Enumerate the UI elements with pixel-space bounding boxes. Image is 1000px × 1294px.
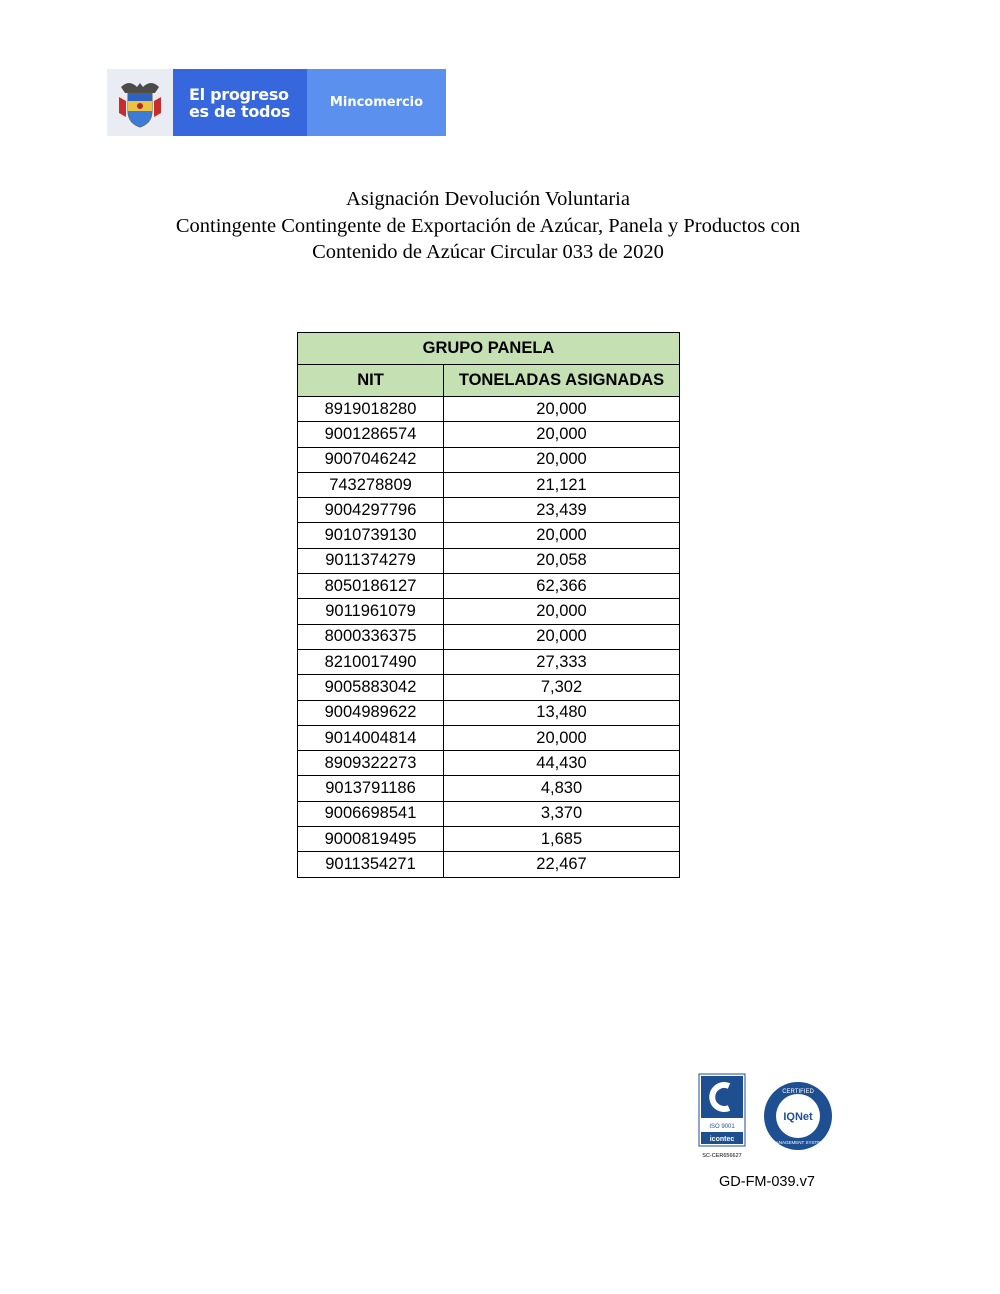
tons-cell: 23,439 <box>444 498 680 523</box>
tons-cell: 1,685 <box>444 827 680 852</box>
tons-cell: 20,000 <box>444 624 680 649</box>
column-header-tons: TONELADAS ASIGNADAS <box>444 365 680 397</box>
tons-cell: 20,000 <box>444 725 680 750</box>
iqnet-brand-text: IQNet <box>783 1111 813 1123</box>
nit-cell: 9005883042 <box>298 675 444 700</box>
slogan-block <box>173 69 307 136</box>
nit-cell: 9011354271 <box>298 852 444 877</box>
certification-logos <box>697 1072 837 1164</box>
nit-cell: 9010739130 <box>298 523 444 548</box>
table-row <box>298 599 680 624</box>
iqnet-ring-top-text: CERTIFIED <box>782 1089 814 1095</box>
gov-logo-banner <box>107 69 446 136</box>
tons-cell: 20,000 <box>444 422 680 447</box>
table-row <box>298 801 680 826</box>
allocation-table <box>297 332 680 878</box>
nit-cell: 9000819495 <box>298 827 444 852</box>
table-row <box>298 675 680 700</box>
nit-cell: 9006698541 <box>298 801 444 826</box>
icontec-cert-text: SC-CER656627 <box>702 1153 742 1159</box>
column-header-nit: NIT <box>298 365 444 397</box>
nit-cell: 9011374279 <box>298 548 444 573</box>
tons-cell: 20,000 <box>444 523 680 548</box>
tons-cell: 62,366 <box>444 574 680 599</box>
title-line-2: Contingente Contingente de Exportación de Azúcar, Panela y Productos con <box>175 214 801 237</box>
table-row <box>298 447 680 472</box>
table-row <box>298 422 680 447</box>
table-body <box>298 397 680 878</box>
nit-cell: 9004989622 <box>298 700 444 725</box>
tons-cell: 44,430 <box>444 751 680 776</box>
table-row <box>298 725 680 750</box>
nit-cell: 743278809 <box>298 472 444 497</box>
tons-cell: 7,302 <box>444 675 680 700</box>
tons-cell: 27,333 <box>444 649 680 674</box>
iqnet-logo-icon <box>764 1082 832 1150</box>
tons-cell: 20,000 <box>444 447 680 472</box>
table-row <box>298 574 680 599</box>
nit-cell: 9011961079 <box>298 599 444 624</box>
tons-cell: 13,480 <box>444 700 680 725</box>
slogan-line-1: El progreso <box>189 84 289 104</box>
tons-cell: 20,000 <box>444 397 680 422</box>
document-title <box>100 186 876 266</box>
nit-cell: 8919018280 <box>298 397 444 422</box>
tons-cell: 20,058 <box>444 548 680 573</box>
table-row <box>298 624 680 649</box>
table-row <box>298 751 680 776</box>
slogan-line-2: es de todos <box>189 101 291 121</box>
colombia-crest-icon <box>107 69 173 136</box>
ministry-name: Mincomercio <box>307 69 446 136</box>
table-row <box>298 776 680 801</box>
nit-cell: 8050186127 <box>298 574 444 599</box>
table-row <box>298 649 680 674</box>
table-row <box>298 523 680 548</box>
table-row <box>298 472 680 497</box>
title-line-3: Contenido de Azúcar Circular 033 de 2020 <box>312 241 664 263</box>
tons-cell: 21,121 <box>444 472 680 497</box>
iqnet-ring-bottom-text: MANAGEMENT SYSTEM <box>772 1140 824 1145</box>
icontec-iso-text: ISO 9001 <box>709 1124 735 1130</box>
tons-cell: 20,000 <box>444 599 680 624</box>
tons-cell: 3,370 <box>444 801 680 826</box>
table-row <box>298 498 680 523</box>
title-line-1: Asignación Devolución Voluntaria <box>346 188 630 210</box>
icontec-logo-icon <box>699 1074 745 1159</box>
nit-cell: 9013791186 <box>298 776 444 801</box>
nit-cell: 8909322273 <box>298 751 444 776</box>
table-row <box>298 700 680 725</box>
table-row <box>298 397 680 422</box>
nit-cell: 8210017490 <box>298 649 444 674</box>
nit-cell: 9004297796 <box>298 498 444 523</box>
group-header: GRUPO PANELA <box>298 333 680 365</box>
table-row <box>298 548 680 573</box>
nit-cell: 9007046242 <box>298 447 444 472</box>
tons-cell: 4,830 <box>444 776 680 801</box>
form-code: GD-FM-039.v7 <box>719 1174 815 1190</box>
nit-cell: 9014004814 <box>298 725 444 750</box>
nit-cell: 9001286574 <box>298 422 444 447</box>
nit-cell: 8000336375 <box>298 624 444 649</box>
table-row <box>298 852 680 877</box>
table-row <box>298 827 680 852</box>
icontec-brand-text: icontec <box>709 1136 735 1143</box>
tons-cell: 22,467 <box>444 852 680 877</box>
